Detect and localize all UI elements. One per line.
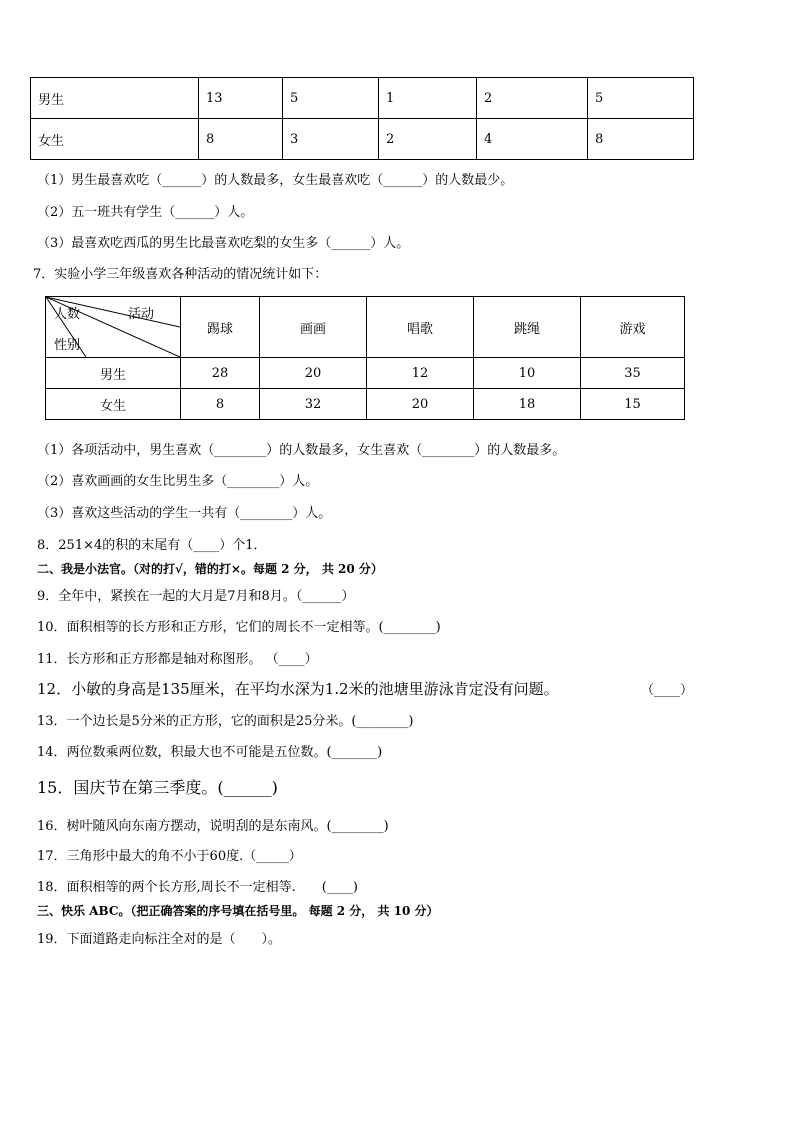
table-cell: 20	[367, 389, 474, 420]
column-header: 游戏	[581, 297, 685, 358]
table-row	[31, 78, 694, 119]
q7-title: 7．实验小学三年级喜欢各种活动的情况统计如下：	[33, 267, 328, 282]
table-cell: 13	[199, 78, 283, 119]
q14: 14．两位数乘两位数，积最大也不可能是五位数。(_______)	[37, 745, 383, 760]
q6-part2: （2）五一班共有学生（______）人。	[37, 205, 254, 220]
column-header: 画画	[260, 297, 367, 358]
q8: 8．251×4的积的末尾有（____）个1．	[37, 538, 267, 553]
table-cell: 18	[474, 389, 581, 420]
column-header: 跳绳	[474, 297, 581, 358]
table-cell: 5	[588, 78, 694, 119]
q7-part1: （1）各项活动中，男生喜欢（________）的人数最多，女生喜欢（________）的人数最多。	[37, 443, 566, 458]
table-row	[46, 358, 685, 389]
q6-part3: （3）最喜欢吃西瓜的男生比最喜欢吃梨的女生多（______）人。	[37, 236, 410, 251]
q12-blank: （____）	[641, 683, 694, 698]
q10: 10．面积相等的长方形和正方形，它们的周长不一定相等。(________)	[37, 620, 441, 635]
section2-heading: 二、我是小法官。（对的打√，错的打×。每题 2 分， 共 20 分）	[37, 562, 383, 576]
column-header: 踢球	[181, 297, 260, 358]
table-cell: 8	[588, 119, 694, 160]
table-cell: 10	[474, 358, 581, 389]
row-label: 女生	[31, 119, 199, 160]
table-cell: 15	[581, 389, 685, 420]
q9: 9．全年中，紧挨在一起的大月是7月和8月。（______）	[37, 589, 355, 604]
q18: 18．面积相等的两个长方形,周长不一定相等. (____)	[37, 880, 358, 895]
table-row	[46, 389, 685, 420]
table-cell: 20	[260, 358, 367, 389]
q15: 15．国庆节在第三季度。(______)	[37, 778, 278, 797]
q17: 17．三角形中最大的角不小于60度.（_____）	[37, 849, 302, 864]
table-cell: 8	[199, 119, 283, 160]
table-cell: 28	[181, 358, 260, 389]
corner-label-gender: 性别	[54, 338, 81, 353]
q19: 19．下面道路走向标注全对的是（ ）。	[37, 932, 282, 947]
row-label: 男生	[46, 358, 181, 389]
q11: 11．长方形和正方形都是轴对称图形。 （____）	[37, 652, 318, 667]
q7-part3: （3）喜欢这些活动的学生一共有（________）人。	[37, 506, 332, 521]
table-cell: 2	[379, 119, 477, 160]
section3-heading: 三、快乐 ABC。（把正确答案的序号填在括号里。 每题 2 分， 共 10 分）	[37, 904, 439, 918]
table-cell: 32	[260, 389, 367, 420]
q7-part2: （2）喜欢画画的女生比男生多（________）人。	[37, 474, 319, 489]
fruit-preference-table	[30, 77, 694, 160]
q12: 12．小敏的身高是135厘米，在平均水深为1.2米的池塘里游泳肯定没有问题。	[37, 680, 559, 698]
corner-label-activity: 活动	[128, 307, 155, 322]
table-cell: 4	[477, 119, 588, 160]
q6-part1: （1）男生最喜欢吃（______）的人数最多，女生最喜欢吃（______）的人数最少。	[37, 173, 514, 188]
table-cell: 12	[367, 358, 474, 389]
column-header: 唱歌	[367, 297, 474, 358]
row-label: 男生	[31, 78, 199, 119]
table-cell: 8	[181, 389, 260, 420]
q16: 16．树叶随风向东南方摆动，说明刮的是东南风。(________)	[37, 819, 389, 834]
table-cell: 1	[379, 78, 477, 119]
table-cell: 2	[477, 78, 588, 119]
table-cell: 5	[283, 78, 379, 119]
table-cell: 3	[283, 119, 379, 160]
activity-table	[45, 296, 685, 420]
row-label: 女生	[46, 389, 181, 420]
table-cell: 35	[581, 358, 685, 389]
q13: 13．一个边长是5分米的正方形，它的面积是25分米。(________)	[37, 714, 414, 729]
table-header-row	[46, 297, 685, 358]
table-row	[31, 119, 694, 160]
diagonal-header-cell	[46, 297, 181, 358]
corner-label-count: 人数	[54, 307, 81, 322]
